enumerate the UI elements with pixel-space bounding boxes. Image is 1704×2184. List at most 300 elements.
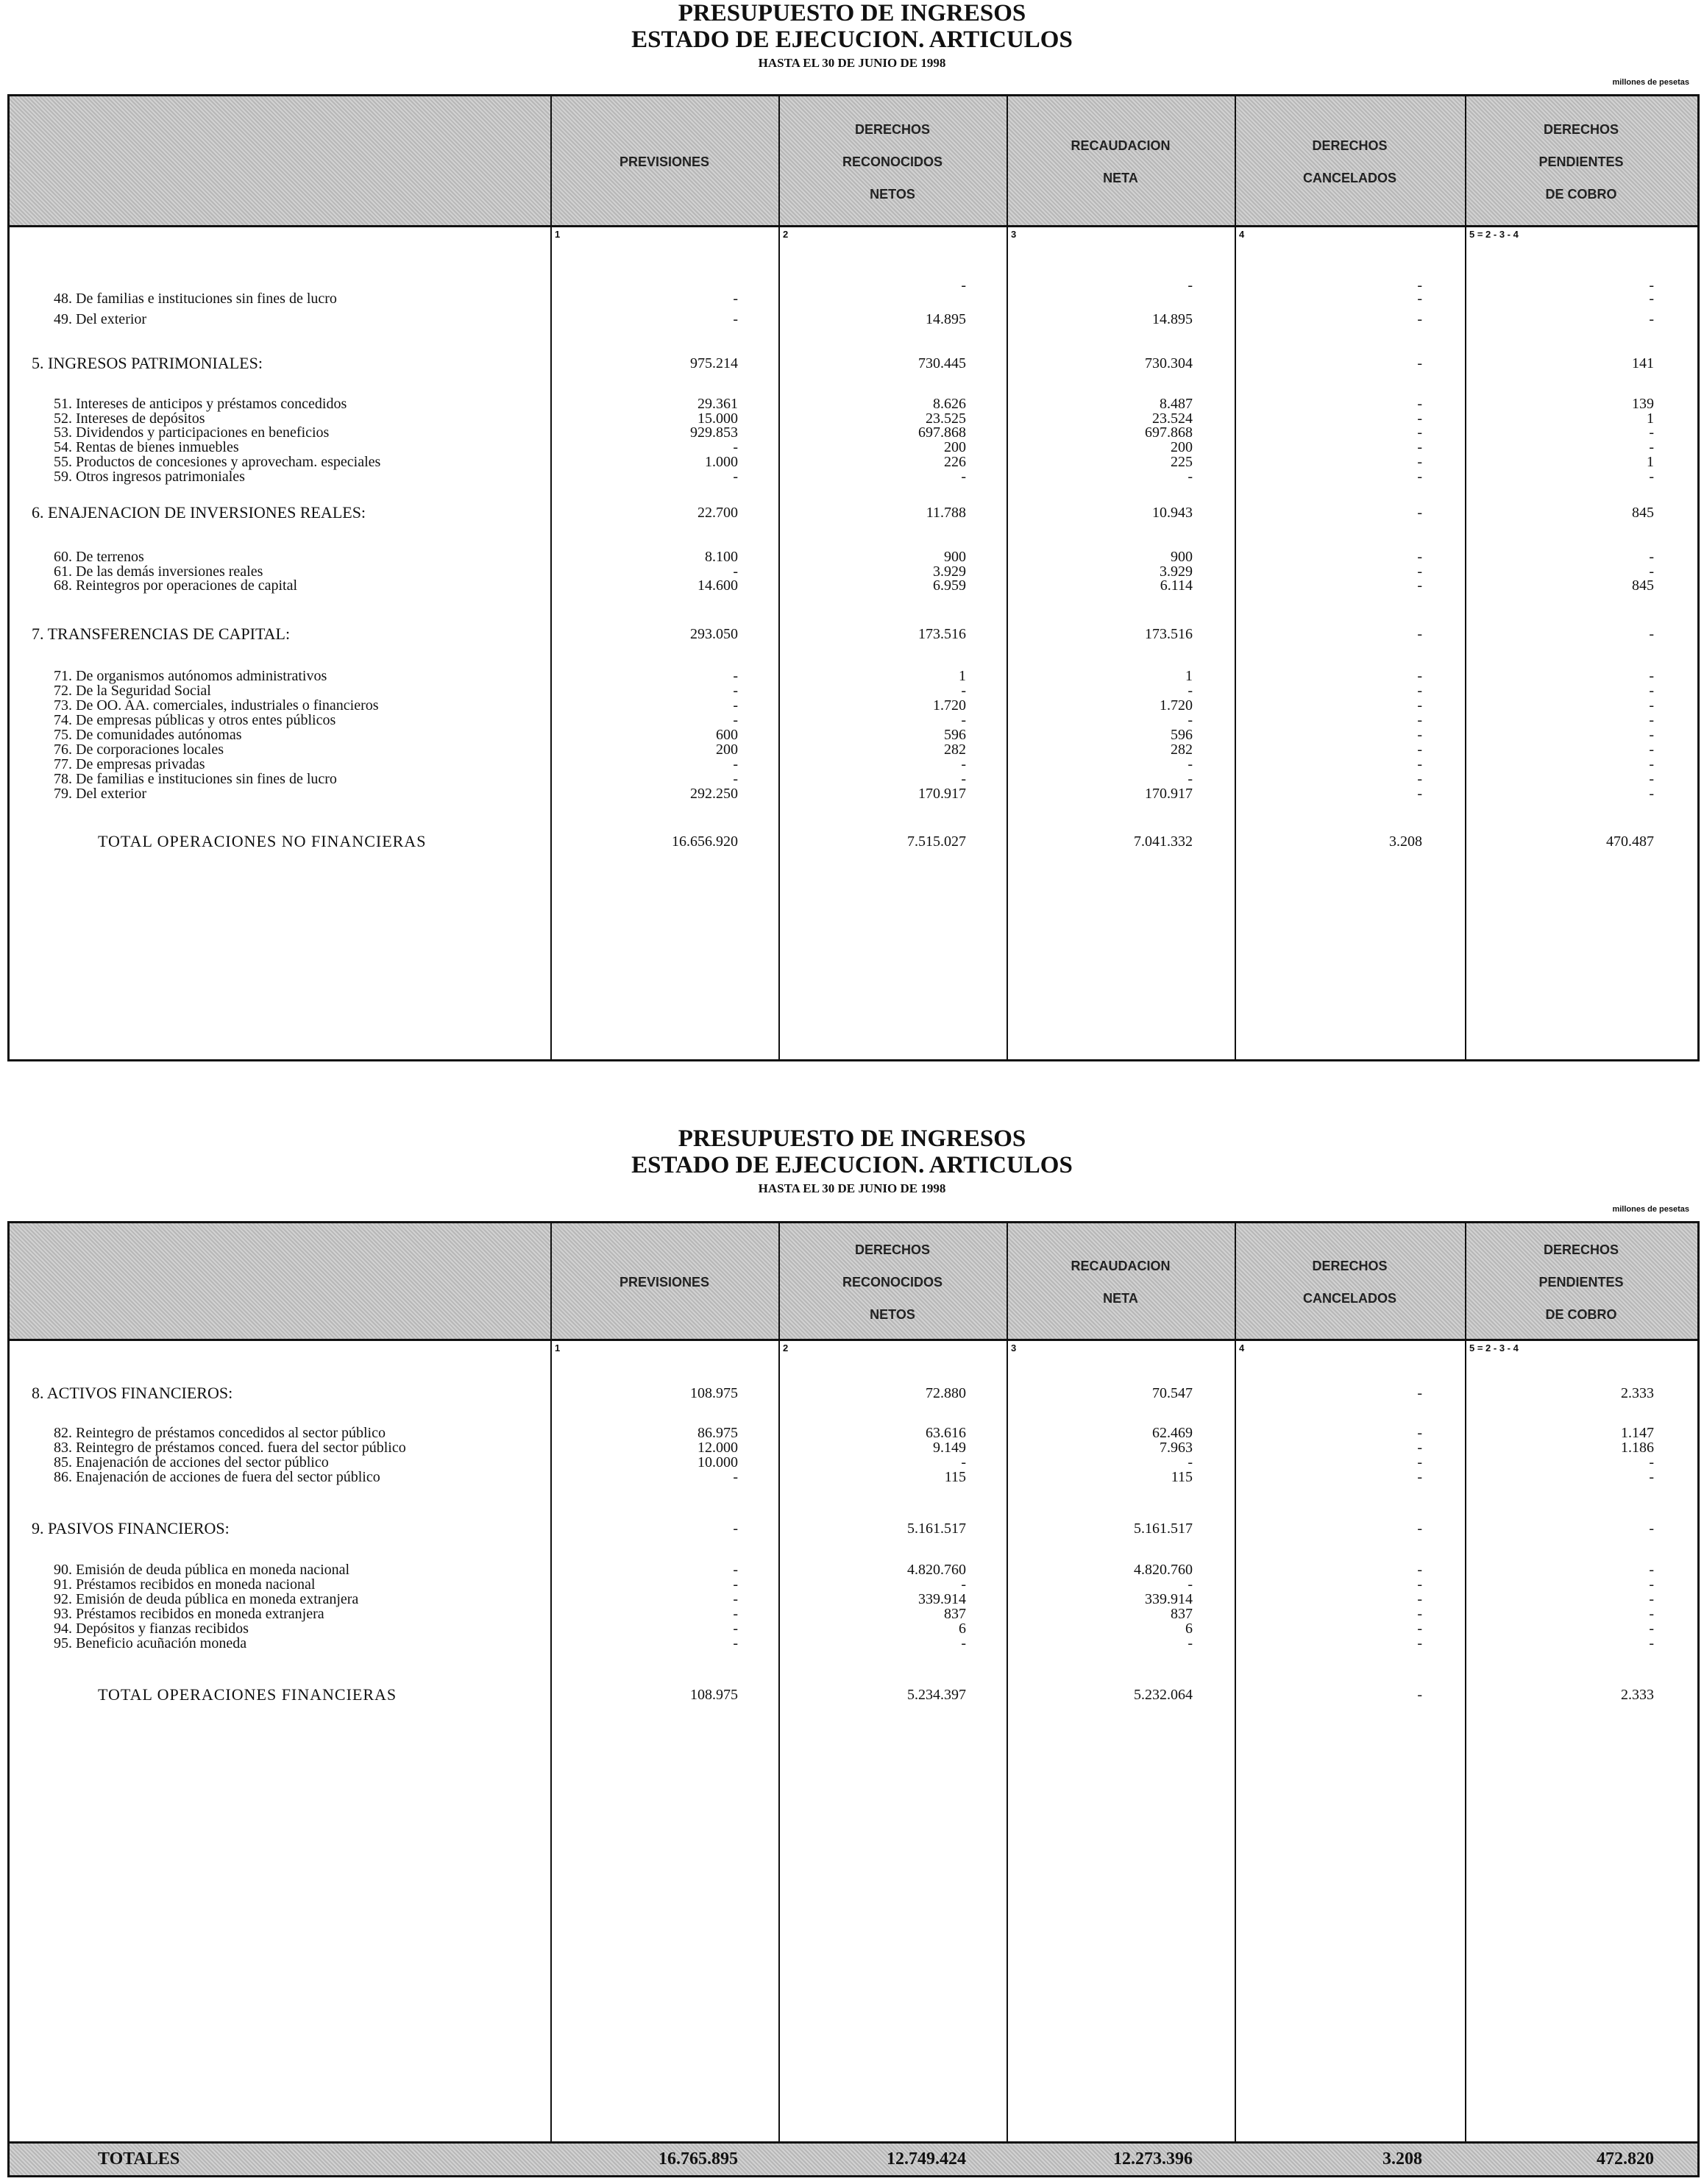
- cell-value: -: [961, 1454, 966, 1470]
- cell-value: 115: [944, 1469, 966, 1485]
- cell-value: -: [1649, 1606, 1654, 1622]
- table-row: [10, 310, 1697, 329]
- cell-value: 225: [1171, 454, 1193, 470]
- cell-value: -: [1417, 563, 1422, 580]
- row-label: 8. ACTIVOS FINANCIEROS:: [32, 1384, 233, 1402]
- cell-value: -: [1417, 786, 1422, 802]
- column-header-line: PENDIENTES: [1538, 1275, 1624, 1290]
- row-label: 86. Enajenación de acciones de fuera del sector público: [54, 1469, 380, 1485]
- cell-value: -: [961, 712, 966, 728]
- cell-value: 900: [1171, 549, 1193, 565]
- cell-value: -: [1417, 1591, 1422, 1607]
- cell-value: -: [1417, 311, 1422, 327]
- sheet-2: [0, 1125, 1704, 2184]
- row-label: 94. Depósitos y fianzas recibidos: [54, 1621, 249, 1637]
- row-label: 59. Otros ingresos patrimoniales: [54, 469, 245, 485]
- column-header-line: DE COBRO: [1545, 1307, 1617, 1322]
- cell-value: 62.469: [1152, 1425, 1193, 1441]
- cell-value: -: [1417, 505, 1422, 521]
- cell-value: -: [1649, 424, 1654, 441]
- cell-value: 1: [1185, 668, 1193, 684]
- cell-value: -: [733, 1469, 738, 1485]
- cell-value: 173.516: [918, 626, 966, 642]
- cell-value: 200: [716, 741, 738, 758]
- cell-value: 1.000: [705, 454, 738, 470]
- cell-value: -: [1417, 1440, 1422, 1456]
- cell-value: -: [1649, 1469, 1654, 1485]
- column-header: [550, 96, 778, 227]
- cell-value: -: [733, 771, 738, 787]
- cell-value: 845: [1632, 505, 1654, 521]
- cell-value: -: [1417, 1562, 1422, 1578]
- row-label: 79. Del exterior: [54, 786, 147, 802]
- page-title: PRESUPUESTO DE INGRESOS: [678, 0, 1026, 26]
- cell-value: -: [1417, 577, 1422, 594]
- column-number: 5 = 2 - 3 - 4: [1469, 229, 1519, 240]
- cell-value: 170.917: [918, 786, 966, 802]
- budget-table: [7, 94, 1700, 1061]
- cell-value: -: [1649, 439, 1654, 455]
- column-header-line: PENDIENTES: [1538, 154, 1624, 169]
- cell-value: -: [733, 469, 738, 485]
- cell-value: -: [1188, 1454, 1193, 1470]
- cell-value: 596: [1171, 727, 1193, 743]
- cell-value: -: [1649, 1576, 1654, 1593]
- table-row: [10, 1634, 1697, 1653]
- section-row: [10, 625, 1697, 644]
- totals-label: TOTALES: [98, 2149, 180, 2169]
- cell-value: 14.895: [926, 311, 966, 327]
- cell-value: 8.487: [1160, 396, 1193, 412]
- column-header: [1465, 96, 1697, 227]
- cell-value: 282: [1171, 741, 1193, 758]
- row-label: 5. INGRESOS PATRIMONIALES:: [32, 354, 263, 372]
- cell-value: -: [733, 1520, 738, 1537]
- cell-value: 8.100: [705, 549, 738, 565]
- cell-value: -: [1417, 549, 1422, 565]
- cell-value: -: [1649, 771, 1654, 787]
- column-number: 1: [555, 229, 561, 240]
- table-row: [10, 289, 1697, 308]
- column-header-line: NETA: [1103, 1291, 1138, 1306]
- cell-value: -: [1417, 697, 1422, 714]
- column-number: 4: [1239, 1342, 1245, 1354]
- cell-value: 63.616: [926, 1425, 966, 1441]
- cell-value: -: [1417, 291, 1422, 307]
- cell-value: 1.720: [933, 697, 966, 714]
- cell-value: -: [1649, 563, 1654, 580]
- cell-value: -: [733, 1621, 738, 1637]
- column-header: [1007, 96, 1235, 227]
- row-label: TOTAL OPERACIONES FINANCIERAS: [98, 1685, 397, 1704]
- column-header-line: NETOS: [870, 187, 915, 202]
- row-label: 73. De OO. AA. comerciales, industriales o financieros: [54, 697, 379, 714]
- cell-value: 3.929: [933, 563, 966, 580]
- row-label: 60. De terrenos: [54, 549, 144, 565]
- cell-value: 14.895: [1152, 311, 1193, 327]
- cell-value: 697.868: [918, 424, 966, 441]
- cell-value: 5.161.517: [907, 1520, 966, 1537]
- column-header-line: CANCELADOS: [1302, 1291, 1396, 1306]
- row-label: 76. De corporaciones locales: [54, 741, 224, 758]
- row-label: 91. Préstamos recibidos en moneda nacional: [54, 1576, 316, 1593]
- cell-value: -: [1417, 355, 1422, 371]
- cell-value: -: [1649, 311, 1654, 327]
- cell-value: -: [1649, 1591, 1654, 1607]
- table-header: [10, 1223, 1697, 1341]
- column-header-line: CANCELADOS: [1302, 171, 1396, 185]
- cell-value: -: [733, 668, 738, 684]
- page-title: PRESUPUESTO DE INGRESOS: [678, 1125, 1026, 1152]
- row-label: 77. De empresas privadas: [54, 756, 205, 772]
- row-label: 55. Productos de concesiones y aprovecham. especiales: [54, 454, 381, 470]
- cell-value: 8.626: [933, 396, 966, 412]
- row-label: 61. De las demás inversiones reales: [54, 563, 263, 580]
- cell-value: -: [1417, 683, 1422, 699]
- row-label: 49. Del exterior: [54, 311, 147, 327]
- cell-value: -: [733, 712, 738, 728]
- row-label: 52. Intereses de depósitos: [54, 410, 205, 427]
- cell-value: 4.820.760: [907, 1562, 966, 1578]
- grand-total-band: [10, 2141, 1697, 2175]
- row-label: 78. De familias e instituciones sin fines de lucro: [54, 771, 337, 787]
- cell-value: -: [1188, 469, 1193, 485]
- cell-value: -: [1417, 277, 1422, 294]
- cell-value: 339.914: [918, 1591, 966, 1607]
- cell-value: -: [1417, 756, 1422, 772]
- cell-value: 600: [716, 727, 738, 743]
- cell-value: -: [1417, 1469, 1422, 1485]
- cell-value: -: [1649, 549, 1654, 565]
- cell-value: 226: [944, 454, 966, 470]
- cell-value: -: [1649, 697, 1654, 714]
- table-row: [10, 467, 1697, 486]
- cell-value: 10.943: [1152, 505, 1193, 521]
- cell-value: -: [1649, 712, 1654, 728]
- cell-value: 108.975: [690, 1687, 738, 1703]
- page-subtitle: ESTADO DE EJECUCION. ARTICULOS: [631, 26, 1073, 53]
- cell-value: -: [1417, 771, 1422, 787]
- units-label: millones de pesetas: [1612, 1205, 1689, 1214]
- cell-value: 12.000: [697, 1440, 738, 1456]
- cell-value: 730.445: [918, 355, 966, 371]
- cell-value: 15.000: [697, 410, 738, 427]
- cell-value: 139: [1632, 396, 1654, 412]
- cell-value: 9.149: [933, 1440, 966, 1456]
- column-header: [778, 96, 1007, 227]
- cell-value: -: [733, 439, 738, 455]
- cell-value: 70.547: [1152, 1385, 1193, 1401]
- column-header: [1235, 1223, 1465, 1341]
- cell-value: 845: [1632, 577, 1654, 594]
- row-label: TOTAL OPERACIONES NO FINANCIERAS: [98, 832, 427, 850]
- units-label: millones de pesetas: [1612, 78, 1689, 87]
- page-subtitle: ESTADO DE EJECUCION. ARTICULOS: [631, 1152, 1073, 1178]
- column-header-line: DERECHOS: [854, 1242, 930, 1257]
- row-label: 85. Enajenación de acciones del sector público: [54, 1454, 329, 1470]
- row-label: 48. De familias e instituciones sin fines de lucro: [54, 291, 337, 307]
- totals-value: 12.273.396: [1113, 2149, 1193, 2169]
- cell-value: -: [733, 683, 738, 699]
- cell-value: 5.161.517: [1134, 1520, 1193, 1537]
- row-label: 92. Emisión de deuda pública en moneda extranjera: [54, 1591, 359, 1607]
- column-header-line: RECAUDACION: [1071, 1259, 1171, 1273]
- row-label: 90. Emisión de deuda pública en moneda nacional: [54, 1562, 350, 1578]
- cell-value: 7.963: [1160, 1440, 1193, 1456]
- cell-value: 4.820.760: [1134, 1562, 1193, 1578]
- cell-value: -: [1649, 786, 1654, 802]
- cell-value: -: [1417, 1606, 1422, 1622]
- column-number: 2: [783, 229, 789, 240]
- cell-value: -: [1649, 1562, 1654, 1578]
- cell-value: 72.880: [926, 1385, 966, 1401]
- row-label: 82. Reintegro de préstamos concedidos al sector público: [54, 1425, 386, 1441]
- totals-value: 12.749.424: [887, 2149, 966, 2169]
- cell-value: 1: [1647, 454, 1654, 470]
- row-label: 6. ENAJENACION DE INVERSIONES REALES:: [32, 503, 366, 522]
- cell-value: -: [1649, 683, 1654, 699]
- cell-value: -: [733, 1635, 738, 1651]
- cell-value: -: [1649, 1635, 1654, 1651]
- cell-value: 22.700: [697, 505, 738, 521]
- cell-value: 6.959: [933, 577, 966, 594]
- budget-table: [7, 1221, 1700, 2177]
- column-header-line: NETOS: [870, 1307, 915, 1322]
- cell-value: 339.914: [1145, 1591, 1193, 1607]
- cell-value: -: [961, 1635, 966, 1651]
- totals-value: 3.208: [1382, 2149, 1422, 2169]
- cell-value: -: [1649, 469, 1654, 485]
- cell-value: -: [1649, 727, 1654, 743]
- cell-value: -: [733, 1591, 738, 1607]
- row-label: 68. Reintegros por operaciones de capital: [54, 577, 297, 594]
- cell-value: -: [1417, 1687, 1422, 1703]
- cell-value: 5.234.397: [907, 1687, 966, 1703]
- cell-value: 6: [959, 1621, 966, 1637]
- cell-value: 7.515.027: [907, 833, 966, 850]
- cell-value: -: [1417, 626, 1422, 642]
- cell-value: -: [961, 771, 966, 787]
- column-number: 2: [783, 1342, 789, 1354]
- cell-value: -: [733, 756, 738, 772]
- column-number: 3: [1011, 1342, 1017, 1354]
- cell-value: 7.041.332: [1134, 833, 1193, 850]
- cell-value: 292.250: [690, 786, 738, 802]
- cell-value: -: [1649, 1520, 1654, 1537]
- cell-value: 2.333: [1621, 1385, 1654, 1401]
- row-label: 51. Intereses de anticipos y préstamos concedidos: [54, 396, 347, 412]
- cell-value: -: [1417, 1520, 1422, 1537]
- cell-value: -: [1417, 727, 1422, 743]
- cell-value: 1: [1647, 410, 1654, 427]
- totals-value: 472.820: [1597, 2149, 1654, 2169]
- column-header-line: DE COBRO: [1545, 187, 1617, 202]
- column-header: [778, 1223, 1007, 1341]
- cell-value: 23.525: [926, 410, 966, 427]
- cell-value: -: [1649, 756, 1654, 772]
- column-header-line: PREVISIONES: [619, 1275, 710, 1290]
- cell-value: 837: [1171, 1606, 1193, 1622]
- cell-value: 1.147: [1621, 1425, 1654, 1441]
- column-header: [1235, 96, 1465, 227]
- cell-value: 14.600: [697, 577, 738, 594]
- cell-value: 6: [1185, 1621, 1193, 1637]
- cell-value: -: [1649, 291, 1654, 307]
- cell-value: 929.853: [690, 424, 738, 441]
- cell-value: 282: [944, 741, 966, 758]
- cell-value: 86.975: [697, 1425, 738, 1441]
- cell-value: -: [733, 311, 738, 327]
- cell-value: 10.000: [697, 1454, 738, 1470]
- cell-value: -: [1417, 1454, 1422, 1470]
- cell-value: -: [1417, 1576, 1422, 1593]
- cell-value: -: [961, 277, 966, 294]
- cell-value: -: [1649, 741, 1654, 758]
- row-label: 54. Rentas de bienes inmuebles: [54, 439, 239, 455]
- cell-value: -: [1649, 668, 1654, 684]
- row-label: 74. De empresas públicas y otros entes públicos: [54, 712, 336, 728]
- cell-value: 2.333: [1621, 1687, 1654, 1703]
- cell-value: 29.361: [697, 396, 738, 412]
- cell-value: 3.208: [1389, 833, 1422, 850]
- cell-value: -: [1417, 396, 1422, 412]
- cell-value: 975.214: [690, 355, 738, 371]
- cell-value: 5.232.064: [1134, 1687, 1193, 1703]
- cell-value: -: [1417, 1425, 1422, 1441]
- cell-value: -: [961, 683, 966, 699]
- row-label: 95. Beneficio acuñación moneda: [54, 1635, 247, 1651]
- column-header: [1465, 1223, 1697, 1341]
- cell-value: -: [1649, 626, 1654, 642]
- table-header: [10, 96, 1697, 227]
- totals-value: 16.765.895: [658, 2149, 738, 2169]
- column-header: [1007, 1223, 1235, 1341]
- row-label: 53. Dividendos y participaciones en beneficios: [54, 424, 330, 441]
- cell-value: -: [1417, 1635, 1422, 1651]
- total-row: [10, 1685, 1697, 1704]
- cell-value: -: [1188, 683, 1193, 699]
- table-row: [10, 784, 1697, 803]
- cell-value: -: [1417, 454, 1422, 470]
- column-header-line: RECONOCIDOS: [842, 154, 942, 169]
- column-number: 3: [1011, 229, 1017, 240]
- cell-value: 730.304: [1145, 355, 1193, 371]
- column-header-line: DERECHOS: [854, 122, 930, 137]
- cell-value: -: [1417, 410, 1422, 427]
- cell-value: -: [1417, 668, 1422, 684]
- cell-value: 108.975: [690, 1385, 738, 1401]
- section-row: [10, 354, 1697, 373]
- column-header-line: DERECHOS: [1543, 1242, 1619, 1257]
- column-header: [550, 1223, 778, 1341]
- cell-value: -: [1417, 712, 1422, 728]
- cell-value: -: [733, 1562, 738, 1578]
- sheet-1: [0, 0, 1704, 1067]
- cell-value: 293.050: [690, 626, 738, 642]
- row-label: 7. TRANSFERENCIAS DE CAPITAL:: [32, 625, 291, 643]
- cell-value: -: [1188, 756, 1193, 772]
- cell-value: -: [961, 756, 966, 772]
- section-row: [10, 1384, 1697, 1403]
- row-label: 93. Préstamos recibidos en moneda extranjera: [54, 1606, 324, 1622]
- table-row: [10, 576, 1697, 595]
- cell-value: 170.917: [1145, 786, 1193, 802]
- row-label: 9. PASIVOS FINANCIEROS:: [32, 1519, 230, 1537]
- cell-value: -: [733, 697, 738, 714]
- cell-value: -: [1417, 439, 1422, 455]
- column-header-line: RECONOCIDOS: [842, 1275, 942, 1290]
- column-header-line: DERECHOS: [1312, 1259, 1388, 1273]
- column-number: 4: [1239, 229, 1245, 240]
- cell-value: -: [733, 1606, 738, 1622]
- cell-value: -: [1417, 469, 1422, 485]
- section-row: [10, 503, 1697, 522]
- cell-value: 697.868: [1145, 424, 1193, 441]
- row-label: 71. De organismos autónomos administrativos: [54, 668, 327, 684]
- total-row: [10, 832, 1697, 851]
- table-row: [10, 1468, 1697, 1487]
- cell-value: -: [1188, 277, 1193, 294]
- date-caption: HASTA EL 30 DE JUNIO DE 1998: [758, 56, 946, 70]
- section-row: [10, 1519, 1697, 1538]
- cell-value: 1.186: [1621, 1440, 1654, 1456]
- cell-value: 173.516: [1145, 626, 1193, 642]
- cell-value: -: [733, 1576, 738, 1593]
- cell-value: 115: [1171, 1469, 1193, 1485]
- cell-value: -: [1188, 1576, 1193, 1593]
- cell-value: 23.524: [1152, 410, 1193, 427]
- cell-value: -: [1417, 741, 1422, 758]
- cell-value: -: [733, 563, 738, 580]
- date-caption: HASTA EL 30 DE JUNIO DE 1998: [758, 1181, 946, 1195]
- cell-value: -: [961, 1576, 966, 1593]
- cell-value: 11.788: [926, 505, 966, 521]
- cell-value: 3.929: [1160, 563, 1193, 580]
- cell-value: 900: [944, 549, 966, 565]
- cell-value: -: [1417, 424, 1422, 441]
- cell-value: 200: [1171, 439, 1193, 455]
- cell-value: -: [733, 291, 738, 307]
- column-number: 5 = 2 - 3 - 4: [1469, 1342, 1519, 1354]
- column-header-line: DERECHOS: [1543, 122, 1619, 137]
- column-header-line: DERECHOS: [1312, 138, 1388, 153]
- cell-value: -: [1417, 1621, 1422, 1637]
- cell-value: -: [1649, 277, 1654, 294]
- column-number: 1: [555, 1342, 561, 1354]
- cell-value: 16.656.920: [672, 833, 738, 850]
- row-label: 83. Reintegro de préstamos conced. fuera del sector público: [54, 1440, 406, 1456]
- cell-value: 470.487: [1606, 833, 1654, 850]
- cell-value: 1.720: [1160, 697, 1193, 714]
- column-header-line: PREVISIONES: [619, 154, 710, 169]
- cell-value: -: [1188, 1635, 1193, 1651]
- column-header-line: RECAUDACION: [1071, 138, 1171, 153]
- cell-value: 141: [1632, 355, 1654, 371]
- row-label: 72. De la Seguridad Social: [54, 683, 211, 699]
- cell-value: -: [1649, 1621, 1654, 1637]
- cell-value: 1: [959, 668, 966, 684]
- column-header-line: NETA: [1103, 171, 1138, 185]
- cell-value: -: [1417, 1385, 1422, 1401]
- row-label: 75. De comunidades autónomas: [54, 727, 242, 743]
- cell-value: -: [961, 469, 966, 485]
- cell-value: 596: [944, 727, 966, 743]
- cell-value: -: [1188, 771, 1193, 787]
- cell-value: -: [1188, 712, 1193, 728]
- cell-value: 837: [944, 1606, 966, 1622]
- cell-value: -: [1649, 1454, 1654, 1470]
- cell-value: 6.114: [1160, 577, 1193, 594]
